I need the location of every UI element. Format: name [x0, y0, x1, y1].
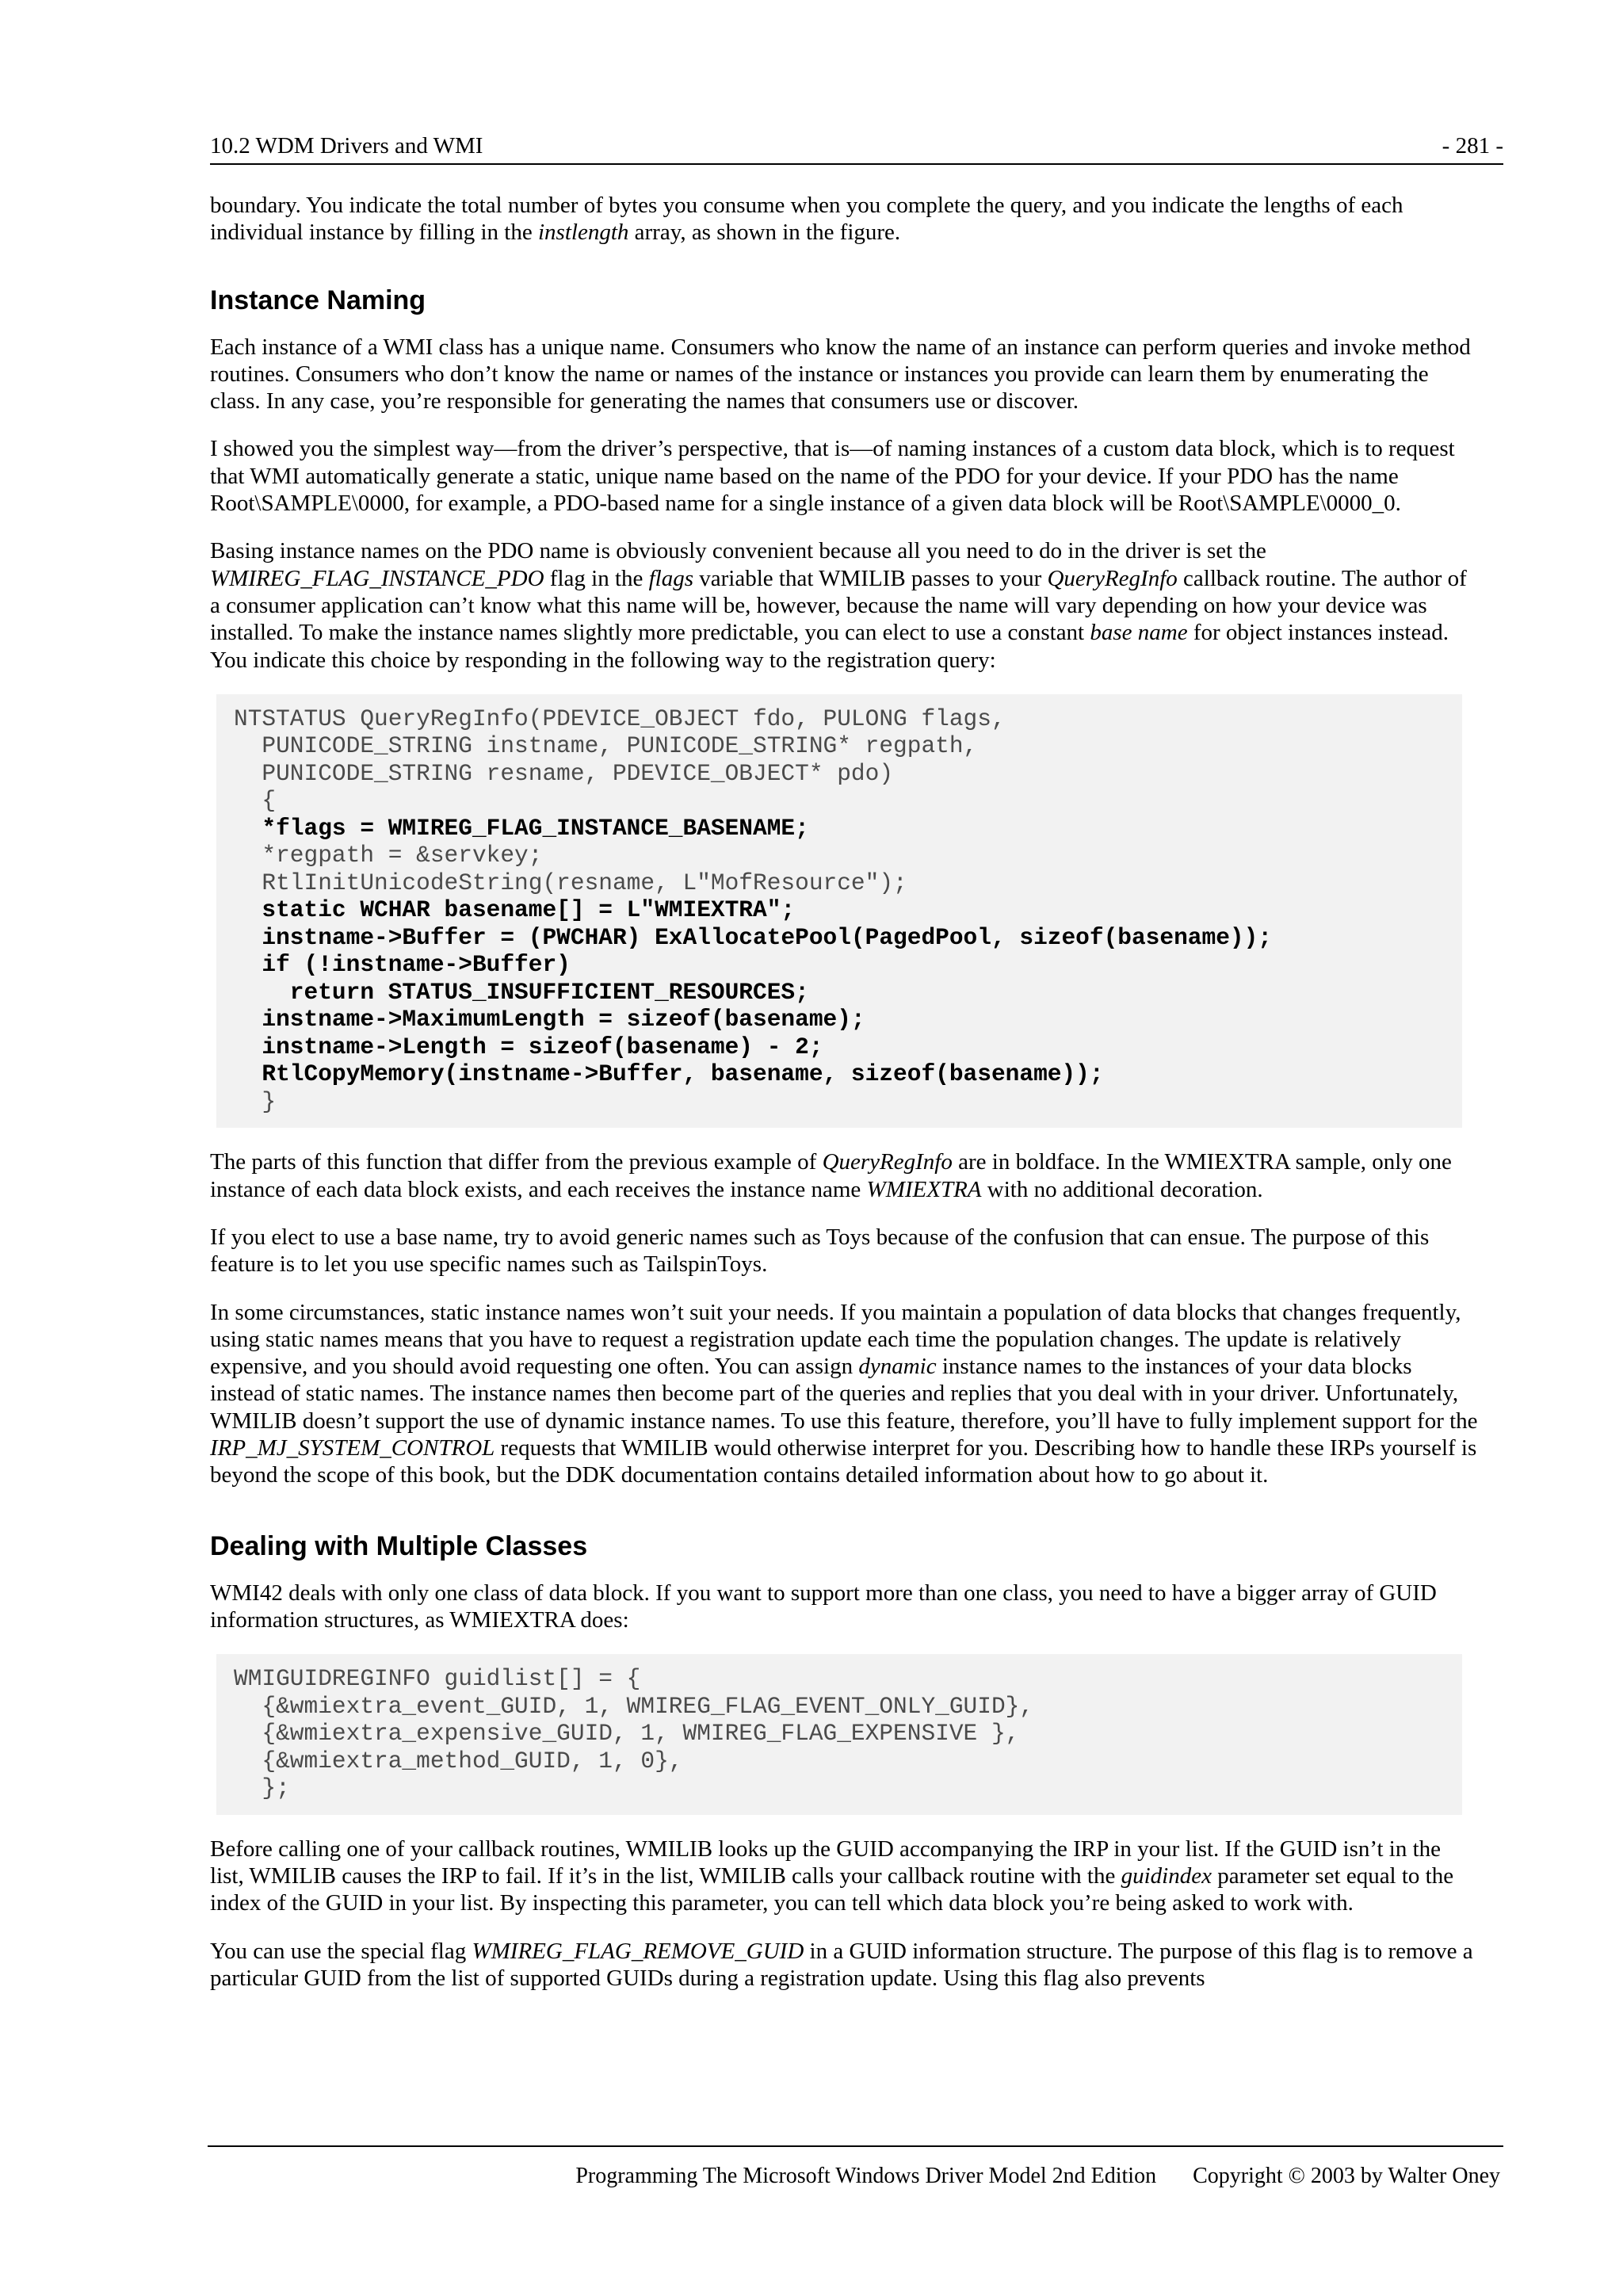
page-number: - 281 - [1442, 133, 1503, 159]
code-line: *flags = WMIREG_FLAG_INSTANCE_BASENAME; [234, 814, 809, 842]
code-line: PUNICODE_STRING resname, PDEVICE_OBJECT* pdo) [234, 759, 894, 787]
code-line: {&wmiextra_method_GUID, 1, 0}, [234, 1747, 683, 1775]
running-header-section: 10.2 WDM Drivers and WMI [210, 133, 483, 159]
page-footer [208, 2145, 1503, 2188]
footer-copyright: Copyright © 2003 by Walter Oney [1193, 2164, 1500, 2188]
code-line: instname->MaximumLength = sizeof(basename); [234, 1006, 865, 1033]
code-line: }; [234, 1775, 290, 1802]
paragraph-naming-2: I showed you the simplest way—from the driver’s perspective, that is—of naming instances of a custom data block, which is to request that WMI automatically generate a static, unique name based on the name of the PDO for your device. If your PDO has the name Root\SAMPLE\0000, for example, a PDO-based name for a single instance of a given data block will be Root\SAMPLE\0000_0. [210, 436, 1455, 517]
paragraph-naming-1: Each instance of a WMI class has a unique name. Consumers who know the name of an instance can perform queries and invoke method routines. Consumers who don’t know the name or names of the instance or instances you provide can learn them by enumerating the class. In any case, you’re responsible for generating the names that consumers use or discover. [210, 334, 1471, 415]
code-block-queryreginfo [216, 694, 1462, 1129]
paragraph-wmi42: WMI42 deals with only one class of data block. If you want to support more than one class, you need to have a bigger array of GUID information structures, as WMIEXTRA does: [210, 1580, 1437, 1633]
code-line: {&wmiextra_expensive_GUID, 1, WMIREG_FLAG_EXPENSIVE }, [234, 1720, 1020, 1748]
code-line: PUNICODE_STRING instname, PUNICODE_STRING* regpath, [234, 732, 978, 760]
page-body [210, 192, 1478, 2012]
page-header [210, 132, 1503, 165]
code-line: RtlInitUnicodeString(resname, L"MofResource"); [234, 869, 907, 896]
footer-book-title: Programming The Microsoft Windows Driver Model 2nd Edition [575, 2164, 1157, 2188]
code-line: NTSTATUS QueryRegInfo(PDEVICE_OBJECT fdo, PULONG flags, [234, 705, 1006, 732]
heading-instance-naming: Instance Naming [210, 285, 426, 315]
code-line: return STATUS_INSUFFICIENT_RESOURCES; [234, 978, 809, 1006]
code-line: static WCHAR basename[] = L"WMIEXTRA"; [234, 896, 796, 924]
code-line: instname->Buffer = (PWCHAR) ExAllocatePool(PagedPool, sizeof(basename)); [234, 923, 1273, 951]
code-line: } [234, 1087, 277, 1115]
code-block-guidlist [216, 1654, 1462, 1815]
paragraph-guidindex: Before calling one of your callback routines, WMILIB looks up the GUID accompanying the IRP in your list. If the GUID isn’t in the list, WMILIB causes the IRP to fail. If it’s in the list, WMILIB calls your callback routine with the guidindex parameter set equal to the index of the GUID in your list. By inspecting this parameter, you can tell which data block you’re being asked to work with. [210, 1836, 1454, 1916]
code-line: instname->Length = sizeof(basename) - 2; [234, 1033, 823, 1060]
code-line: if (!instname->Buffer) [234, 951, 571, 979]
paragraph-base-name: If you elect to use a base name, try to avoid generic names such as Toys because of the confusion that can ensue. The purpose of this feature is to let you use specific names such as TailspinToys. [210, 1224, 1430, 1278]
paragraph-dynamic-names: In some circumstances, static instance names won’t suit your needs. If you maintain a population of data blocks that changes frequently, using static names means that you have to request a registration update each time the population changes. The update is relatively expensive, and you should avoid requesting one often. You can assign dynamic instance names to the instances of your data blocks instead of static names. The instance names then become part of the queries and replies that you deal with in your driver. Unfortunately, WMILIB doesn’t support the use of dynamic instance names. To use this feature, therefore, you’ll have to fully implement support for the IRP_MJ_SYSTEM_CONTROL requests that WMILIB would otherwise interpret for you. Describing how to handle these IRPs yourself is beyond the scope of this book, but the DDK documentation contains detailed information about how to go about it. [210, 1299, 1478, 1488]
paragraph-boldface: The parts of this function that differ from the previous example of QueryRegInfo are in boldface. In the WMIEXTRA sample, only one instance of each data block exists, and each receives the instance name WMIEXTRA with no additional decoration. [210, 1149, 1452, 1202]
code-line: WMIGUIDREGINFO guidlist[] = { [234, 1665, 641, 1693]
paragraph-intro: boundary. You indicate the total number of bytes you consume when you complete the query, and you indicate the lengths of each individual instance by filling in the instlength array, as shown in the figure. [210, 193, 1403, 246]
code-line: *regpath = &servkey; [234, 842, 543, 869]
code-line: { [234, 787, 277, 815]
paragraph-remove-guid: You can use the special flag WMIREG_FLAG_REMOVE_GUID in a GUID information structure. The purpose of this flag is to remove a particular GUID from the list of supported GUIDs during a registration update. Using this flag also prevents [210, 1938, 1473, 1991]
paragraph-naming-3: Basing instance names on the PDO name is obviously convenient because all you need to do in the driver is set the WMIREG_FLAG_INSTANCE_PDO flag in the flags variable that WMILIB passes to your QueryRegInfo callback routine. The author of a consumer application can’t know what this name will be, however, because the name will vary depending on how your device was installed. To make the instance names slightly more predictable, you can elect to use a constant base name for object instances instead. You indicate this choice by responding in the following way to the registration query: [210, 538, 1467, 673]
code-line: RtlCopyMemory(instname->Buffer, basename, sizeof(basename)); [234, 1060, 1104, 1088]
heading-multiple-classes: Dealing with Multiple Classes [210, 1530, 588, 1561]
code-line: {&wmiextra_event_GUID, 1, WMIREG_FLAG_EVENT_ONLY_GUID}, [234, 1692, 1034, 1720]
